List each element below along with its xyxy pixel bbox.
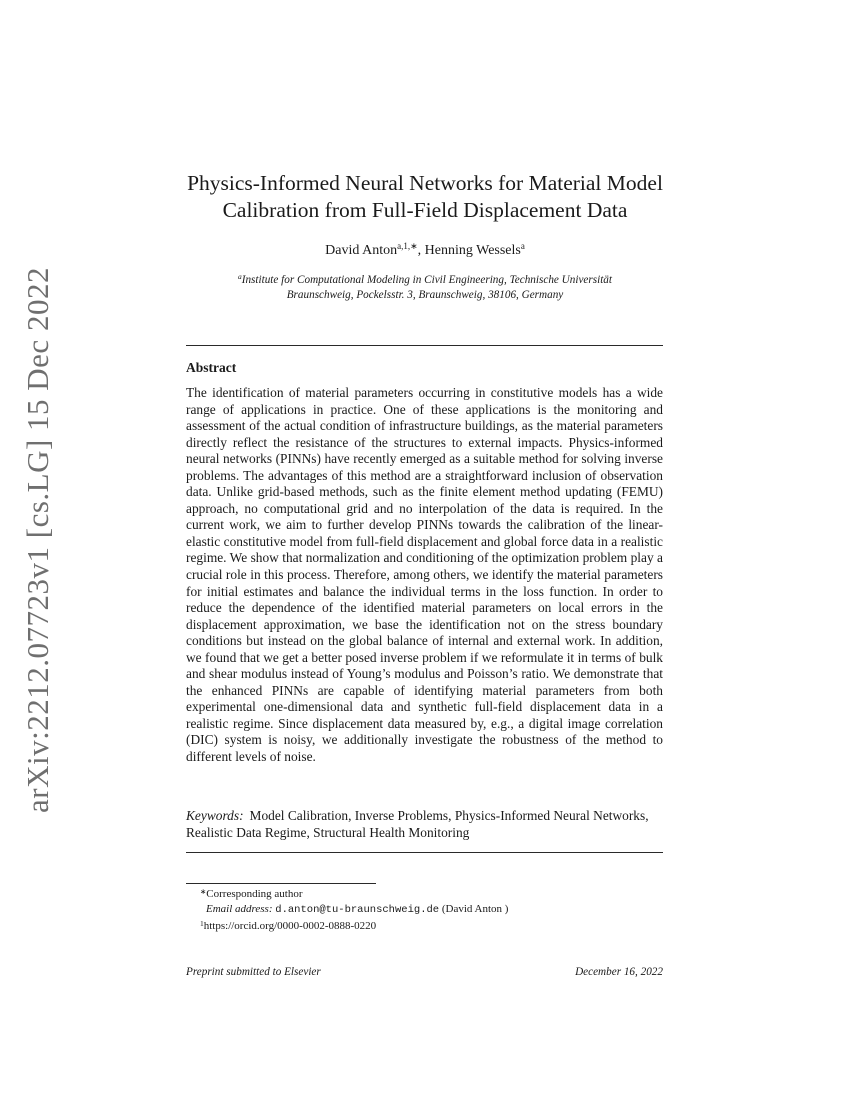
author-list: [130, 237, 720, 260]
author-separator: ,: [417, 243, 425, 258]
affiliation-mark: a: [237, 272, 242, 281]
paper-title-line-1: Physics-Informed Neural Networks for Material Model: [187, 171, 663, 195]
orcid-link[interactable]: https://orcid.org/0000-0002-0888-0220: [203, 920, 377, 932]
affiliation: [190, 269, 660, 303]
arxiv-identifier-stamp: [18, 267, 58, 813]
abstract-heading: Abstract: [186, 360, 237, 375]
arxiv-identifier-text: arXiv:2212.07723v1 [cs.LG] 15 Dec 2022: [20, 267, 55, 813]
footer-date: December 16, 2022: [575, 966, 663, 978]
footnote-orcid: [200, 917, 660, 934]
footer-submission-note: Preprint submitted to Elsevier: [186, 966, 321, 978]
affiliation-line-1: [190, 269, 660, 288]
email-owner: (David Anton ): [441, 902, 509, 915]
abstract-top-rule: [186, 345, 663, 346]
keywords-text: Model Calibration, Inverse Problems, Physics-Informed Neural Networks, Realistic Data Regime, Structural Health Monitoring: [186, 808, 649, 840]
keywords-label: Keywords:: [186, 808, 244, 823]
affiliation-line-2: Braunschweig, Pockelsstr. 3, Braunschweig, 38106, Germany: [286, 289, 564, 301]
footnotes: [200, 885, 660, 934]
email-label: Email address:: [206, 902, 273, 915]
abstract-text: The identification of material parameters occurring in constitutive models has a wide range of applications in practice. One of these applications is the monitoring and assessment of the actual condition of infrastructure buildings, as the material parameters directly reflect the resistance of the structures to external impacts. Physics-informed neural networks (PINNs) have recently emerged as a suitable method for solving inverse problems. The advantages of this method are a straightforward inclusion of observation data. Unlike grid-based methods, such as the finite element method updating (FEMU) approach, no computational grid and no interpolation of the data is required. In the current work, we aim to further develop PINNs towards the calibration of the linear-elastic constitutive model from full-field displacement and global force data in a realistic regime. We show that normalization and conditioning of the optimization problem play a crucial role in this process. Therefore, among others, we identify the material parameters for initial estimates and balance the individual terms in the loss function. In order to reduce the dependence of the identified material parameters on local errors in the displacement approximation, we base the identification not on the stress boundary conditions but instead on the global balance of internal and external work. In addition, we found that we get a better posed inverse problem if we reformulate it in terms of bulk and shear modulus instead of Young’s modulus and Poisson’s ratio. We demonstrate that the enhanced PINNs are capable of identifying material parameters from both experimental one-dimensional data and synthetic full-field displacement data in a realistic regime. Since displacement data measured by, e.g., a digital image correlation (DIC) system is noisy, we additionally investigate the robustness of the method to different levels of noise.: [186, 385, 663, 765]
footnote-corresponding: [200, 885, 660, 902]
page-footer: [186, 966, 663, 978]
footnote-corresponding-text: Corresponding author: [206, 888, 303, 900]
keywords: [186, 808, 663, 841]
paper-title: [130, 170, 720, 224]
paper-title-line-2: Calibration from Full-Field Displacement Data: [222, 198, 628, 222]
email-address-link[interactable]: d.anton@tu-braunschweig.de: [275, 903, 440, 916]
footnote-rule: [186, 883, 376, 884]
footnote-email: [200, 902, 660, 918]
author-name: Henning Wessels: [424, 243, 521, 258]
footnote-mark: ∗: [200, 887, 207, 896]
author-name: David Anton: [325, 243, 398, 258]
abstract-bottom-rule: [186, 852, 663, 853]
author-affiliation-marks: a: [520, 241, 525, 251]
author-affiliation-marks: a,1,∗: [397, 241, 418, 251]
footnote-mark: 1: [200, 919, 204, 928]
affiliation-text-1: Institute for Computational Modeling in Civil Engineering, Technische Universität: [241, 274, 613, 286]
